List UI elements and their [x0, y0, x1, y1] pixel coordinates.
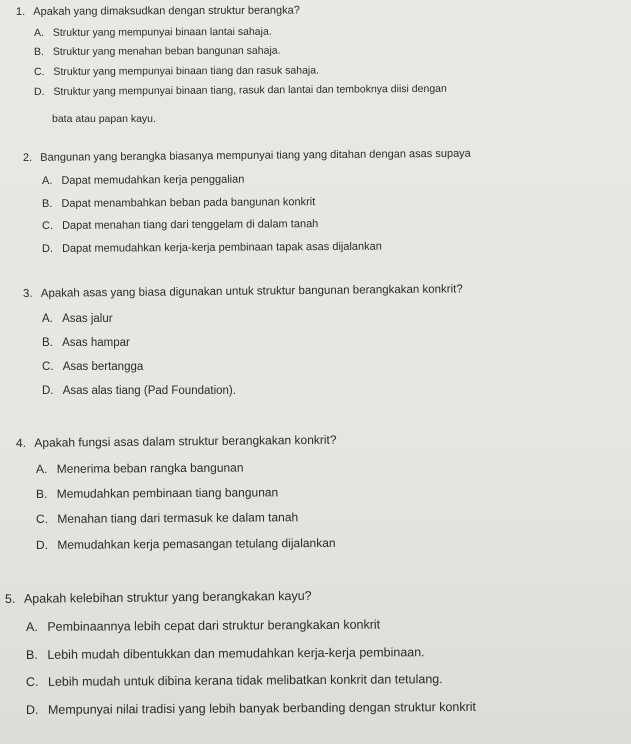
question-number: 4.: [15, 435, 27, 450]
option-text: Struktur yang mempunyai binaan tiang dan rasuk sahaja.: [53, 64, 320, 78]
question-number: 1.: [15, 5, 26, 18]
question-2: [23, 148, 471, 164]
option-text: Asas alas tiang (Pad Foundation).: [62, 385, 236, 397]
option-text: Pembinaannya lebih cepat dari struktur berangkakan konkrit: [47, 617, 381, 634]
question-2-option-c: [42, 218, 318, 232]
option-text: Memudahkan pembinaan tiang bangunan: [56, 485, 279, 501]
option-letter: B.: [42, 337, 53, 349]
option-letter: B.: [33, 45, 44, 58]
option-letter: D.: [35, 537, 49, 552]
option-letter: C.: [33, 65, 45, 78]
option-text: Memudahkan kerja pemasangan tetulang dijalankan: [57, 535, 336, 552]
option-letter: B.: [41, 197, 53, 210]
option-letter: A.: [33, 26, 44, 39]
option-text: Menahan tiang dari termasuk ke dalam tanah: [57, 510, 299, 526]
option-letter: C.: [42, 361, 54, 373]
option-text: Mempunyai nilai tradisi yang lebih banyak berbanding dengan struktur konkrit: [47, 699, 477, 717]
option-text: Asas jalur: [62, 313, 113, 325]
option-text: Dapat memudahkan kerja-kerja pembinaan tapak asas dijalankan: [62, 240, 382, 255]
question-4-option-a: [36, 461, 244, 476]
option-letter: D.: [33, 85, 45, 98]
question-2-option-d: [42, 241, 382, 255]
question-1-option-d: [34, 83, 447, 98]
option-text: Dapat menambahkan beban pada bangunan konkrit: [61, 196, 316, 210]
option-letter: D.: [42, 385, 54, 397]
question-3: [23, 283, 463, 300]
option-letter: B.: [35, 486, 48, 501]
question-text: Apakah asas yang biasa digunakan untuk struktur bangunan berangkakan konkrit?: [40, 283, 463, 300]
option-text: Struktur yang mempunyai binaan tiang, rasuk dan lantai dan temboknya diisi dengan: [53, 82, 447, 98]
question-1-option-d-continuation: [52, 113, 156, 125]
question-3-option-c: [42, 361, 143, 373]
option-letter: D.: [41, 242, 54, 255]
question-5: [5, 589, 312, 606]
question-text: Apakah fungsi asas dalam struktur berangkakan konkrit?: [34, 432, 337, 450]
question-number: 2.: [22, 151, 33, 164]
option-text: Struktur yang mempunyai binaan lantai sahaja.: [52, 25, 272, 39]
question-3-option-d: [42, 385, 236, 397]
question-1-option-a: [34, 26, 272, 39]
question-2-option-a: [42, 174, 244, 187]
option-letter: C.: [35, 511, 49, 526]
question-4: [16, 433, 337, 450]
option-letter: A.: [25, 619, 38, 634]
question-4-option-b: [36, 485, 278, 501]
option-text: Lebih mudah dibentukkan dan memudahkan kerja-kerja pembinaan.: [47, 645, 425, 662]
option-text: Struktur yang menahan beban bangunan sahaja.: [52, 44, 281, 58]
question-2-option-b: [42, 196, 315, 210]
question-5-option-b: [26, 645, 425, 662]
question-number: 5.: [4, 591, 16, 606]
question-4-option-c: [36, 510, 298, 526]
question-5-option-a: [26, 618, 380, 634]
question-1-option-c: [34, 65, 319, 78]
question-text: Apakah yang dimaksudkan dengan struktur berangka?: [33, 4, 300, 18]
question-1-option-b: [34, 45, 281, 58]
question-3-option-a: [42, 313, 113, 325]
question-text: Bangunan yang berangka biasanya mempunyai tiang yang ditahan dengan asas supaya: [40, 147, 471, 164]
option-letter: D.: [25, 702, 39, 717]
option-text: Dapat menahan tiang dari tenggelam di dalam tanah: [62, 218, 319, 232]
question-text: Apakah kelebihan struktur yang berangkakan kayu?: [23, 588, 312, 606]
question-number: 3.: [22, 287, 33, 300]
question-1: [16, 5, 300, 18]
question-5-option-d: [26, 700, 476, 717]
option-text: Asas hampar: [62, 337, 130, 349]
option-letter: A.: [41, 174, 53, 187]
option-text: Dapat memudahkan kerja penggalian: [61, 173, 245, 187]
question-3-option-b: [42, 337, 130, 349]
option-text: Lebih mudah untuk dibina kerana tidak melibatkan konkrit dan tetulang.: [47, 672, 443, 689]
option-letter: B.: [25, 647, 38, 662]
question-5-option-c: [26, 672, 443, 689]
option-text: Menerima beban rangka bangunan: [56, 460, 244, 476]
option-letter: A.: [42, 313, 53, 325]
option-text: Asas bertangga: [62, 361, 144, 373]
option-letter: C.: [25, 674, 39, 689]
question-4-option-d: [36, 536, 336, 552]
option-text-continuation: bata atau papan kayu.: [52, 113, 156, 125]
option-letter: A.: [35, 461, 48, 476]
option-letter: C.: [41, 219, 54, 232]
